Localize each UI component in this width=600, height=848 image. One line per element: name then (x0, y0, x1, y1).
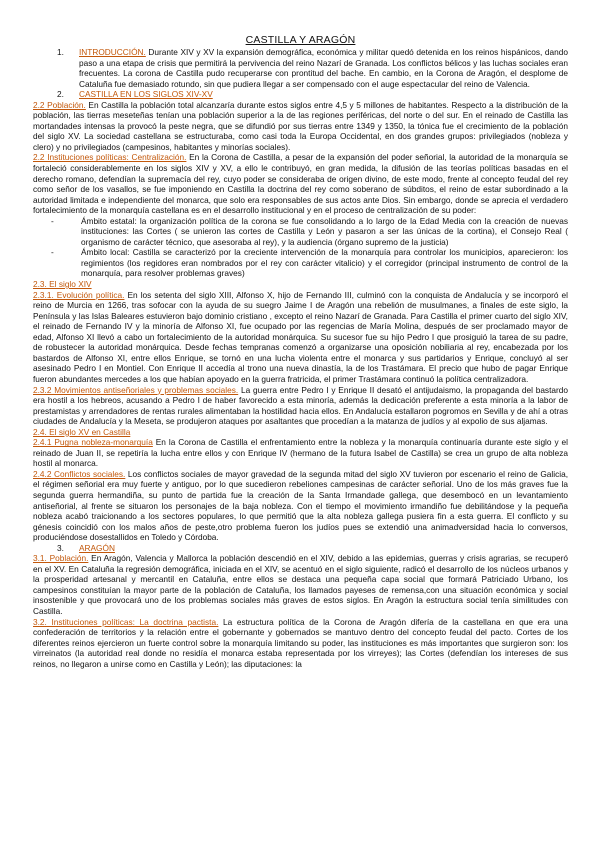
subsection-text: En Castilla la población total alcanzaría durante estos siglos entre 4,5 y 5 millones de habitantes. Respecto a la distribución de la población, las tierras meseteñas tenían una población superior a la de las regiones periféricas, del norte o del sur. En el reinado de Castilla las mortandades intensas la provocó la peste negra, que se difundió por sus tierras entre 1349 y 1350, la tónica fue el crecimiento de la población del siglo XV. La sociedad castellana se estructuraba, como casi toda la Europa Occidental, en dos grandes grupos: privilegiados (nobleza y clero) y no privilegiados (campesinos, habitantes y minorías sociales). (33, 99, 568, 152)
subsection-pugna-nobleza (33, 437, 568, 469)
subsection-heading: 2.3.1. Evolución política. (33, 289, 125, 300)
section-heading-aragon: ARAGÓN (79, 542, 115, 553)
subsection-heading: 2.4. El siglo XV en Castilla (33, 426, 131, 437)
subsection-heading: 2.4.1 Pugna nobleza-monarquía (33, 437, 153, 448)
subsection-text: La estructura política de la Corona de Aragón difería de la castellana en que era una confederación de territorios y la relación entre el gobernante y gobernados se mantuvo dentro del concepto feudal del pacto. Cortes de los diferentes reinos ejercieron un fuerte control sobre la monarquía limitando su poder, las instituciones es más importantes que surgieron son: los virreinatos (la autoridad real donde no residía el monarca estaba representada por los virreyes); las Cortes (defendían los intereses de sus reinos, no llegaron a unirse como en Castilla y León); las diputaciones: la (33, 616, 569, 669)
section-number: 3. (57, 542, 64, 553)
subsection-heading: 2.3. El siglo XIV (33, 279, 92, 290)
subsection-text: Los conflictos sociales de mayor gravedad de la segunda mitad del siglo XV tuvieron por escenario el reino de Galicia, el régimen señorial era muy fuerte y antiguo, por lo que sucedieron rebeliones campesinas de carácter señorial. Uno de los más graves fue la segunda guerra hermandiña, su punto de partida fue la creación de la Santa Irmandade gallega, que desembocó en un levantamiento antiseñorial, al frente se situaron los personajes de la baja nobleza. Con el tiempo el movimiento irmandiño fue debilitándose y la pequeña nobleza acabó traicionando a los sectores populares, lo que permitió que la alta nobleza gallega pusiera fin a esta guerra. El conflicto y su génesis coincidió con los malos años de peste,otro problema fueron los judíos pues se extendió una animadversidad hacia lo conversos, produciéndose dosestallidos en Toledo y Córdoba. (33, 468, 568, 543)
bullet-dash: - (51, 247, 54, 258)
subsection-heading: 2.4.2 Conflictos sociales. (33, 468, 126, 479)
subsection-heading: 3.2. Instituciones políticas: La doctrina pactista. (33, 616, 219, 627)
subsection-heading: 2.2 Población. (33, 99, 86, 110)
section-number: 1. (57, 47, 64, 57)
subsection-conflictos-sociales (33, 469, 568, 543)
subsection-heading: 3.1. Población. (33, 553, 89, 564)
subsection-poblacion-aragon (33, 553, 568, 616)
subsection-heading: 2.3.2 Movimientos antiseñoriales y problemas sociales. (33, 384, 239, 395)
subsection-text: En la Corona de Castilla el enfrentamiento entre la nobleza y la monarquía continuaría durante este siglo y el reinado de Juan II, se repetiría la lucha entre ellos y con Enrique IV (hermano de la futura Isabel de Castilla) se crea un grupo de alta nobleza hostil al monarca. (33, 437, 569, 469)
subsection-text: La guerra entre Pedro I y Enrique II desató el antijudaismo, la propaganda del bastardo era hostil a los hebreos, acusando a Pedro I de haber favorecido a esta minoría, además la dedicación preferente a esta minoría a la labor de prestamistas y arrendadores de rentas rurales alimentaban la hostilidad hacia ellos. En Andalucía estallaron pogromos en Sevilla y de ahí a otras ciudades de Andalucía y la Meseta, se produjeron ataques por asaltantes que procedían a la matanza de judíos y al expolio de sus aljamas. (33, 384, 568, 427)
subsection-heading: 2.2 Instituciones políticas: Centralización. (33, 152, 187, 163)
subsection-text: En los setenta del siglo XIII, Alfonso X, hijo de Fernando III, culminó con la conquista de Andalucía y se incorporó el reino de Murcia en 1266, tras sofocar con la ayuda de su suegro Jaime I de Aragón una rebelión de musulmanes, a finales de este siglo, la Península y las Islas Baleares estuvieron bajo dominio cristiano , excepto el reino Nazarí de Granada. Para Castilla el primer cuarto del siglo XIV, el reinado de Fernando IV y la minoría de Alfonso XI, fue ocupado por las regencias de María Molina, después de ser proclamado mayor de edad, Alfonso XI llevó a cabo un fortalecimiento de la autoridad monárquica. Su sucesor fue su hijo Pedro I que prosiguió la tarea de su padre, de robustecer la autoridad monárquica. Desde fechas tempranas comenzó a organizarse una oposición nobiliaria al rey, encabezada por los bastardos de Alfonso XI, entre ellos Enrique, se tornó en una lucha violenta entre el monarca y sus partidarios y Enrique, concluyó al ser asesinado Pedro I en Montiel. Con Enrique II accedía al trono una nueva dinastía, la de los Trastámara. El precio que hubo de pagar Enrique fueron abundantes mercedes a los que habían apoyado en la guerra fratricida, el primer Trastámara continuó la política centralizadora. (33, 289, 568, 384)
bullet-text: Ámbito local: Castilla se caracterizó por la creciente intervención de la monarquía para controlar los municipios, aparecieron: los regimientos (los regidores eran nombrados por el rey con carácter vitalicio) y el corregidor (principal instrumento de control de la monarquía, para resolver problemas graves) (81, 247, 568, 279)
subsection-siglo-xiv (33, 279, 568, 290)
bullet-dash: - (51, 215, 54, 226)
bullet-ambito-local (33, 247, 568, 279)
section-text-introduccion: Durante XIV y XV la expansión demográfica, económica y militar quedó detenida en los reinos hispánicos, dando paso a una etapa de crisis que permitirá la pervivencia del reino Nazarí de Granada. Los conflictos bélicos y las luchas sociales eran frecuentes. La corona de Castilla pudo recuperarse con prontitud del bache. En cambio, en la Corona de Aragón, el desplome de Cataluña fue demasiado rotundo, sin que pudiera llegar a ser compensado con el auge espectacular del reino de Valencia. (79, 47, 568, 89)
subsection-doctrina-pactista (33, 617, 568, 670)
section-aragon (33, 543, 568, 554)
section-heading-castilla: CASTILLA EN LOS SIGLOS XIV-XV (79, 89, 213, 100)
subsection-poblacion-castilla (33, 100, 568, 153)
section-introduccion (33, 47, 568, 89)
section-heading-introduccion: INTRODUCCIÓN. (79, 47, 146, 57)
document-title: CASTILLA Y ARAGÓN (245, 34, 356, 46)
section-number: 2. (57, 89, 64, 100)
subsection-text: En Aragón, Valencia y Mallorca la población descendió en el XIV, debido a las epidemias, guerras y crisis agrarias, se recuperó en el XV. En Cataluña la regresión demográfica, iniciada en el XIV, se acentuó en el siglo siguiente, radicó el desarrollo de los núcleos urbanos y la prosperidad artesanal y mercantil en Cataluña, entre ellos se destaca una pequeña capa social que formará Patriciado Urbano, los campesinos constituían la mayor parte de la población de Cataluña, los llamados payeses de remensa,con una situación económica y social insostenible y que provocará uno de los problemas sociales más graves de estos siglos. En Aragón la estructura social tenía similitudes con Castilla. (33, 553, 569, 616)
bullet-ambito-estatal (33, 216, 568, 248)
subsection-text: En la Corona de Castilla, a pesar de la expansión del poder señorial, la autoridad de la monarquía se fortaleció considerablemente en los siglos XIV y XV, a ello le contribuyó, en gran medida, la difusión de las teorías políticas basadas en el derecho romano, defendían la supremacía del rey, cuyo poder se consideraba de origen divino, de este modo, frente al concepto feudal del rey como señor de los vasallos, se fue imponiendo en Castilla la doctrina del rey como soberano de súbditos, el reino de estar subordinado a la autoridad limitada e independiente del monarca, que solo era responsables de sus actos ante Dios. Sin embargo, donde se aprecia el verdadero fortalecimiento de la monarquía castellana es en el desarrollo institucional y en el proceso de centralización de su poder: (33, 152, 568, 216)
subsection-movimientos-antisenoriales (33, 385, 568, 427)
subsection-evolucion-politica (33, 290, 568, 385)
subsection-siglo-xv (33, 427, 568, 438)
bullet-text: Ámbito estatal: la organización política de la corona se fue consolidando a lo largo de la Edad Media con la creación de nuevas instituciones: las Cortes ( se unieron las cortes de Castilla y León y pasaron a ser las únicas de la cortina), el Consejo Real ( organismo de carácter técnico, que asesoraba al rey), y la audiencia (órgano supremo de la justicia) (81, 215, 568, 247)
subsection-instituciones-castilla (33, 152, 568, 215)
section-castilla (33, 89, 568, 100)
